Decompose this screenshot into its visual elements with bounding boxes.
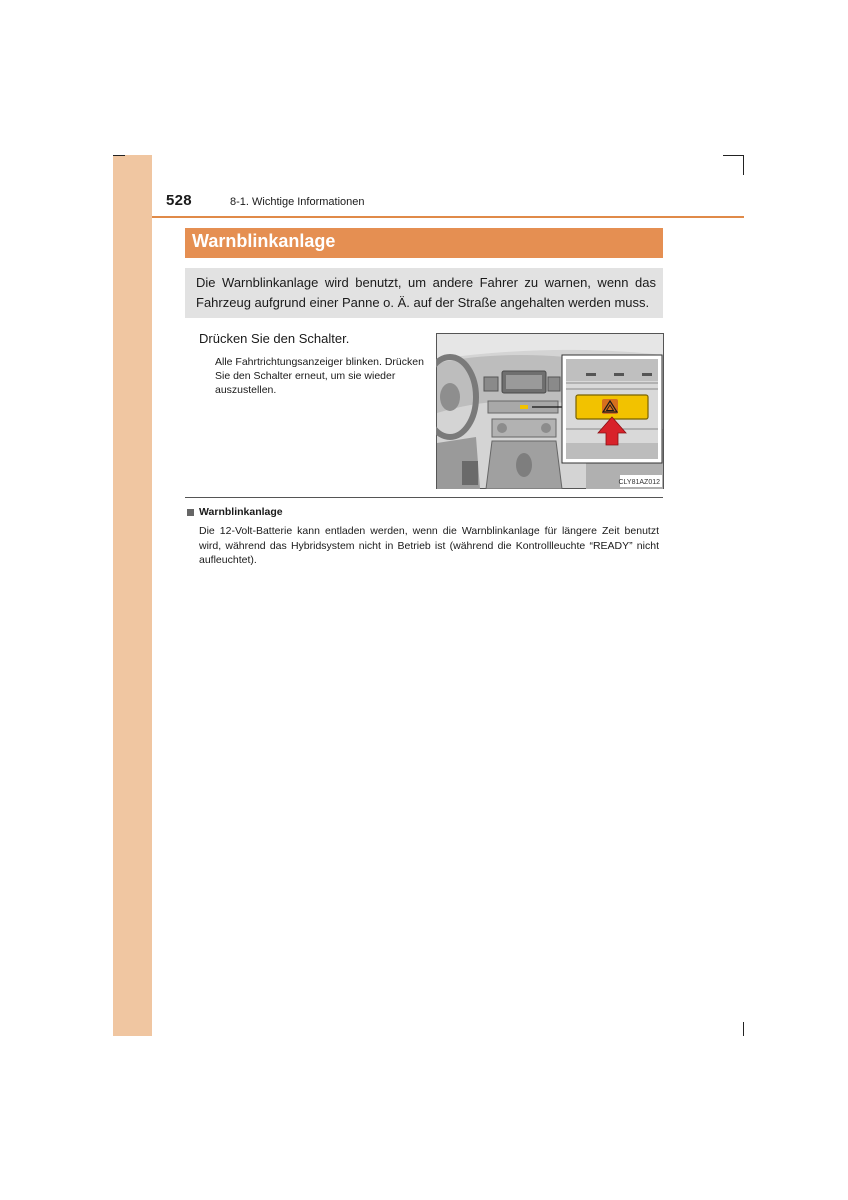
- crop-mark-top-right-v: [743, 155, 744, 175]
- intro-box: [185, 268, 663, 318]
- section-divider: [185, 497, 663, 498]
- note-title: Warnblinkanlage: [199, 506, 283, 518]
- intro-text: Die Warnblinkanlage wird benutzt, um andere Fahrer zu warnen, wenn das Fahrzeug aufgrund einer Panne o. Ä. auf der Straße angehalten werden muss.: [196, 275, 656, 310]
- instruction-step: Drücken Sie den Schalter.: [199, 331, 350, 346]
- section-title: Warnblinkanlage: [192, 231, 336, 251]
- crop-mark-top-right-h: [723, 155, 743, 156]
- figure-code: CLY81AZ012: [618, 479, 660, 486]
- instruction-detail: Alle Fahrtrichtungsanzeiger blinken. Drücken Sie den Schalter erneut, um sie wieder auszustellen.: [215, 356, 424, 396]
- page-number: 528: [166, 192, 192, 209]
- section-heading-bar: [185, 228, 663, 258]
- note-bullet-icon: [187, 509, 194, 516]
- dashboard-illustration: [436, 333, 664, 489]
- crop-mark-top-left: [113, 155, 125, 156]
- chapter-title: 8-1. Wichtige Informationen: [230, 196, 365, 208]
- chapter-tab-strip: [113, 155, 152, 1036]
- header-rule: [152, 216, 744, 218]
- note-body: Die 12-Volt-Batterie kann entladen werden, wenn die Warnblinkanlage für längere Zeit benutzt wird, während das Hybridsystem nicht in Betrieb ist (während die Kontrollleuchte “READY” nicht aufleuchtet).: [199, 525, 659, 566]
- hazard-warning-icon: [602, 399, 618, 414]
- crop-mark-bottom-right: [743, 1022, 744, 1036]
